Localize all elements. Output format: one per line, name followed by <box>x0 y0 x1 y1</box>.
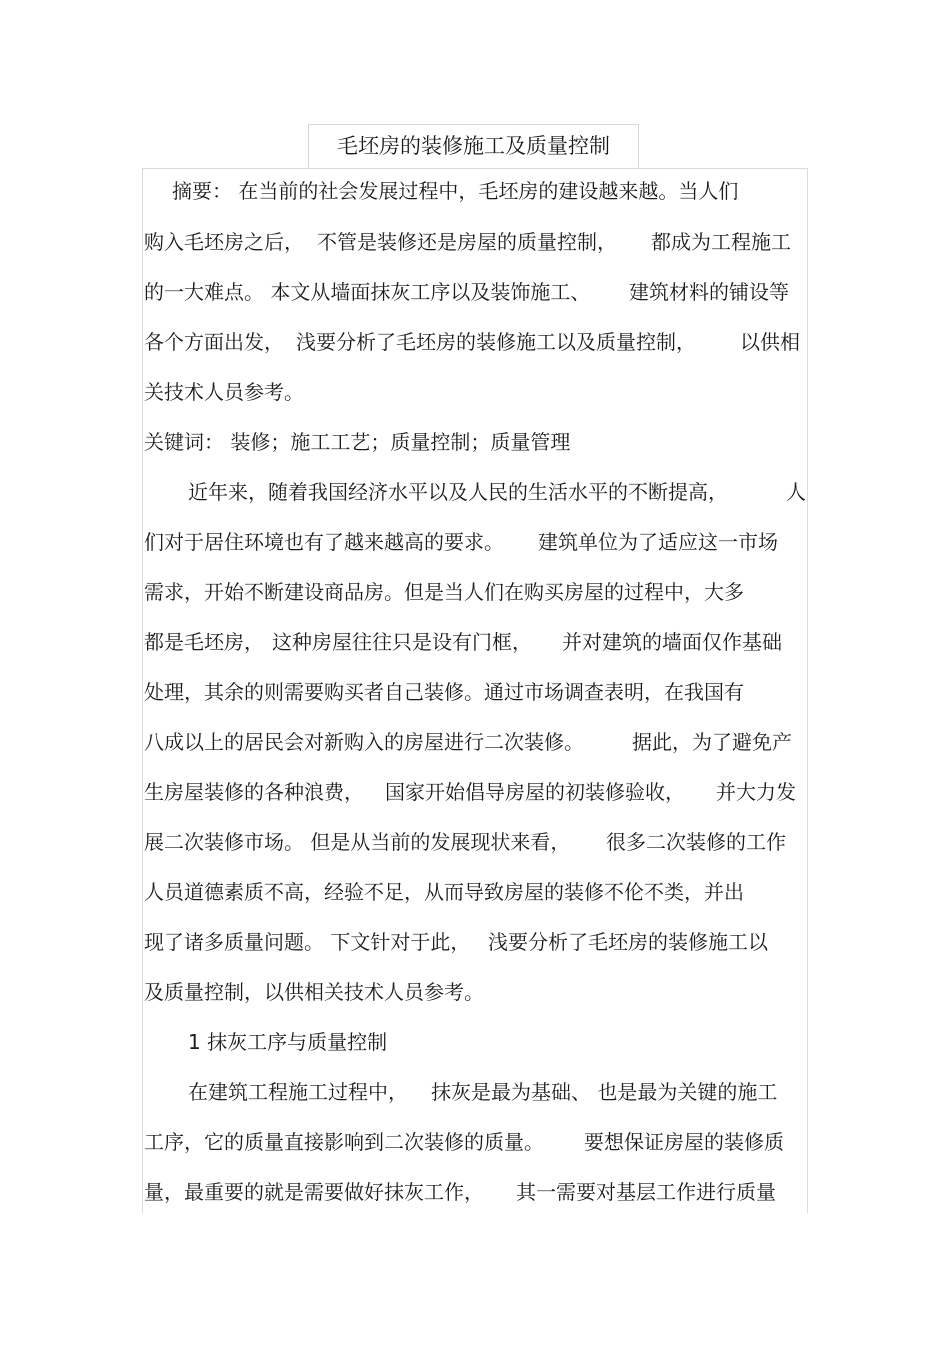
text-segment: 生房屋装修的各种浪费， <box>144 780 364 804</box>
text-segment: 展二次装修市场。 但是从当前的发展现状来看， <box>144 830 571 854</box>
text-segment: 八成以上的居民会对新购入的房屋进行二次装修。 <box>144 730 584 754</box>
text-segment: 国家开始倡导房屋的初装修验收， <box>385 780 685 804</box>
text-segment: 不管是装修还是房屋的质量控制， <box>317 230 617 254</box>
text-segment: 并大力发 <box>716 780 796 804</box>
text-segment: 处理，其余的则需要购买者自己装修。通过市场调查表明，在我国有 <box>144 680 744 704</box>
text-segment: 人员道德素质不高，经验不足，从而导致房屋的装修不伦不类，并出 <box>144 880 744 904</box>
text-segment: 人 <box>786 480 806 504</box>
text-segment: 需求，开始不断建设商品房。但是当人们在购买房屋的过程中，大多 <box>144 580 744 604</box>
text-segment: 们对于居住环境也有了越来越高的要求。 <box>144 530 504 554</box>
text-segment: 摘要： 在当前的社会发展过程中，毛坯房的建设越来越。当人们 <box>172 179 739 203</box>
frame-border-top <box>142 168 808 169</box>
text-segment: 都成为工程施工 <box>651 230 791 254</box>
text-segment: 并对建筑的墙面仅作基础 <box>562 630 782 654</box>
text-segment: 建筑单位为了适应这一市场 <box>538 530 778 554</box>
text-segment: 浅要分析了毛坯房的装修施工以及质量控制， <box>296 330 696 354</box>
text-segment: 近年来，随着我国经济水平以及人民的生活水平的不断提高， <box>188 480 728 504</box>
text-segment: 在建筑工程施工过程中， <box>188 1080 408 1104</box>
text-segment: 及质量控制，以供相关技术人员参考。 <box>144 980 484 1004</box>
text-segment: 关技术人员参考。 <box>144 380 304 404</box>
text-segment: 购入毛坯房之后， <box>144 230 304 254</box>
text-segment: 量，最重要的就是需要做好抹灰工作， <box>144 1180 484 1204</box>
text-segment: 建筑材料的铺设等 <box>629 280 789 304</box>
text-segment: 要想保证房屋的装修质 <box>584 1130 784 1154</box>
text-segment: 各个方面出发， <box>144 330 284 354</box>
frame-border-right <box>807 168 808 1213</box>
text-segment: 其一需要对基层工作进行质量 <box>516 1180 776 1204</box>
frame-border-left <box>142 168 143 1213</box>
section-heading: 1 抹灰工序与质量控制 <box>188 1030 388 1054</box>
text-segment: 现了诸多质量问题。 下文针对于此， <box>144 930 471 954</box>
text-segment: 都是毛坯房， <box>144 630 264 654</box>
text-segment: 据此，为了避免产 <box>632 730 792 754</box>
text-segment: 很多二次装修的工作 <box>606 830 786 854</box>
keywords-line: 关键词： 装修；施工工艺；质量控制；质量管理 <box>144 430 571 454</box>
text-segment: 的一大难点。 本文从墙面抹灰工序以及装饰施工、 <box>144 280 591 304</box>
text-segment: 工序，它的质量直接影响到二次装修的质量。 <box>144 1130 544 1154</box>
document-title: 毛坯房的装修施工及质量控制 <box>337 134 610 158</box>
text-segment: 以供相 <box>740 330 800 354</box>
text-segment: 抹灰是最为基础、 也是最为关键的施工 <box>431 1080 778 1104</box>
text-segment: 这种房屋往往只是设有门框， <box>272 630 532 654</box>
text-segment: 浅要分析了毛坯房的装修施工以 <box>488 930 768 954</box>
